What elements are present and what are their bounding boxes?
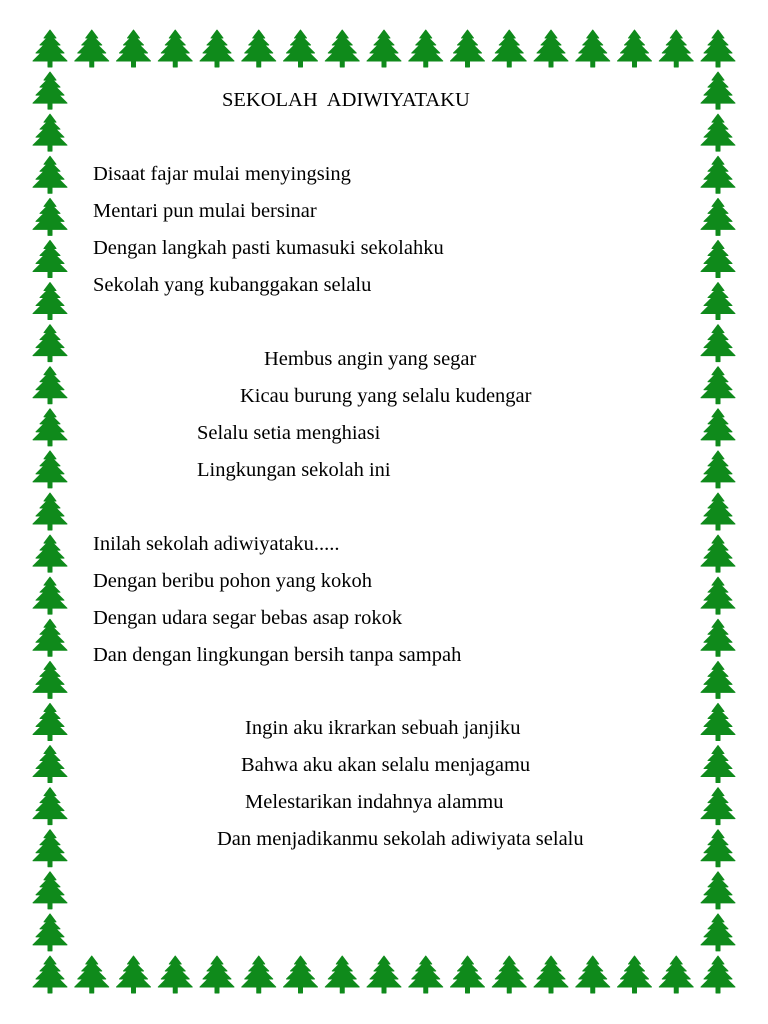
pine-tree-icon: [701, 872, 735, 909]
pine-tree-icon: [701, 283, 735, 320]
pine-tree-icon: [33, 240, 67, 277]
pine-tree-icon: [576, 30, 610, 67]
pine-tree-icon: [242, 30, 276, 67]
pine-tree-icon: [33, 325, 67, 362]
pine-tree-icon: [701, 956, 735, 993]
pine-tree-icon: [534, 956, 568, 993]
pine-tree-icon: [33, 493, 67, 530]
pine-tree-icon: [701, 493, 735, 530]
pine-tree-icon: [33, 535, 67, 572]
poem-line-3-3: Dengan udara segar bebas asap rokok: [93, 607, 403, 629]
pine-tree-icon: [409, 956, 443, 993]
pine-tree-icon: [701, 661, 735, 698]
pine-tree-icon: [492, 956, 526, 993]
poem-line-1-4: Sekolah yang kubanggakan selalu: [93, 274, 372, 296]
pine-tree-icon: [33, 661, 67, 698]
pine-tree-icon: [409, 30, 443, 67]
pine-tree-icon: [284, 30, 318, 67]
pine-tree-icon: [33, 703, 67, 740]
pine-tree-icon: [75, 30, 109, 67]
pine-tree-icon: [701, 914, 735, 951]
pine-tree-icon: [701, 535, 735, 572]
poem-line-2-1: Hembus angin yang segar: [264, 348, 477, 370]
pine-tree-icon: [492, 30, 526, 67]
pine-tree-icon: [451, 956, 485, 993]
poem-line-2-4: Lingkungan sekolah ini: [197, 459, 391, 481]
poem-line-1-2: Mentari pun mulai bersinar: [93, 200, 317, 222]
pine-tree-icon: [701, 577, 735, 614]
poem-line-2-3: Selalu setia menghiasi: [197, 422, 381, 444]
pine-tree-icon: [659, 30, 693, 67]
pine-tree-icon: [701, 409, 735, 446]
pine-tree-icon: [367, 956, 401, 993]
pine-tree-icon: [701, 619, 735, 656]
poem-title: SEKOLAH ADIWIYATAKU: [222, 89, 470, 111]
pine-tree-icon: [325, 30, 359, 67]
pine-tree-icon: [701, 156, 735, 193]
pine-tree-icon: [33, 114, 67, 151]
pine-tree-icon: [33, 577, 67, 614]
pine-tree-icon: [325, 956, 359, 993]
pine-tree-icon: [33, 156, 67, 193]
pine-tree-icon: [701, 198, 735, 235]
poem-line-4-4: Dan menjadikanmu sekolah adiwiyata selalu: [217, 828, 584, 850]
pine-tree-icon: [200, 30, 234, 67]
pine-tree-icon: [618, 956, 652, 993]
pine-tree-icon: [158, 956, 192, 993]
pine-tree-icon: [33, 451, 67, 488]
pine-tree-icon: [33, 619, 67, 656]
poem-line-1-1: Disaat fajar mulai menyingsing: [93, 163, 351, 185]
pine-tree-icon: [33, 409, 67, 446]
poem-line-3-1: Inilah sekolah adiwiyataku.....: [93, 533, 340, 555]
pine-tree-icon: [701, 72, 735, 109]
pine-tree-icon: [117, 30, 151, 67]
pine-tree-icon: [33, 746, 67, 783]
poem-line-4-2: Bahwa aku akan selalu menjagamu: [241, 754, 531, 776]
poem-line-3-2: Dengan beribu pohon yang kokoh: [93, 570, 372, 592]
pine-tree-icon: [242, 956, 276, 993]
poem-line-3-4: Dan dengan lingkungan bersih tanpa sampah: [93, 644, 462, 666]
pine-tree-icon: [200, 956, 234, 993]
pine-tree-icon: [75, 956, 109, 993]
poem-line-4-1: Ingin aku ikrarkan sebuah janjiku: [245, 717, 521, 739]
pine-tree-icon: [701, 830, 735, 867]
pine-tree-icon: [367, 30, 401, 67]
pine-tree-icon: [158, 30, 192, 67]
pine-tree-icon: [33, 956, 67, 993]
pine-tree-icon: [33, 367, 67, 404]
pine-tree-icon: [701, 240, 735, 277]
pine-tree-icon: [534, 30, 568, 67]
poem-line-2-2: Kicau burung yang selalu kudengar: [240, 385, 532, 407]
pine-tree-icon: [701, 703, 735, 740]
pine-tree-icon: [576, 956, 610, 993]
pine-tree-icon: [33, 283, 67, 320]
pine-tree-icon: [33, 914, 67, 951]
pine-tree-icon: [33, 30, 67, 67]
poem-line-1-3: Dengan langkah pasti kumasuki sekolahku: [93, 237, 444, 259]
pine-tree-icon: [33, 872, 67, 909]
pine-tree-icon: [701, 114, 735, 151]
pine-tree-icon: [701, 30, 735, 67]
pine-tree-icon: [33, 198, 67, 235]
pine-tree-icon: [701, 451, 735, 488]
pine-tree-icon: [33, 830, 67, 867]
pine-tree-icon: [701, 367, 735, 404]
poem-line-4-3: Melestarikan indahnya alammu: [245, 791, 504, 813]
pine-tree-icon: [33, 788, 67, 825]
pine-tree-icon: [659, 956, 693, 993]
pine-tree-icon: [117, 956, 151, 993]
pine-tree-icon: [701, 325, 735, 362]
pine-tree-icon: [701, 788, 735, 825]
pine-tree-icon: [33, 72, 67, 109]
pine-tree-icon: [451, 30, 485, 67]
pine-tree-icon: [701, 746, 735, 783]
pine-tree-icon: [618, 30, 652, 67]
pine-tree-icon: [284, 956, 318, 993]
